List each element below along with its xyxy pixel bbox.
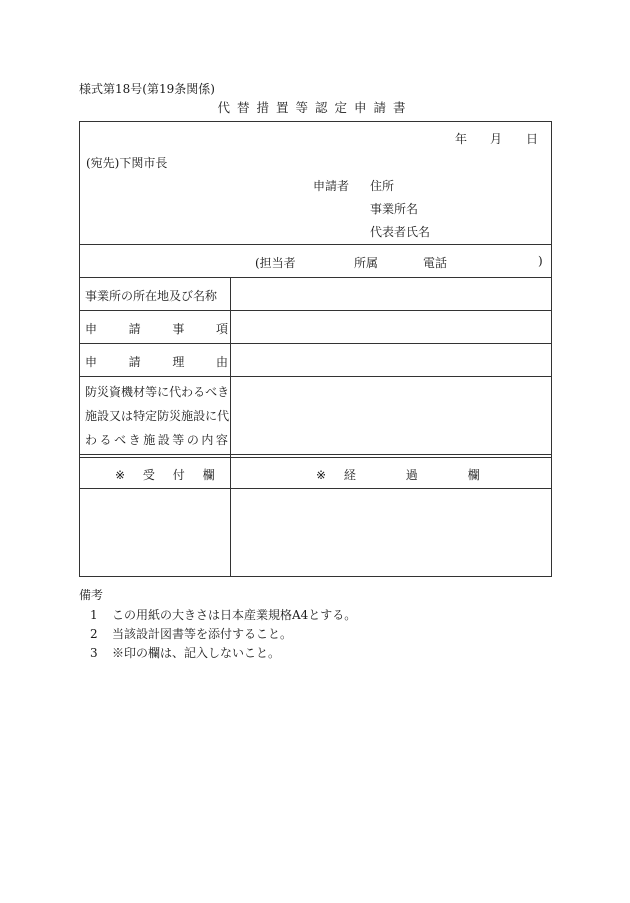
rule-after-stamp-header [80,488,551,489]
column-divider [230,277,231,577]
document-title: 代替措置等認定申請書 [217,100,413,115]
rule-double-bottom [80,457,551,458]
contact-close-paren: ) [538,254,543,268]
progress-column-header: ※ 経 過 欄 [316,468,480,482]
form-code: 様式第18号(第19条関係) [79,82,215,96]
applicant-business-name-label: 事業所名 [370,202,419,216]
application-form-table [79,121,552,577]
addressee: (宛先)下関市長 [86,156,168,170]
application-items-label: 申 請 事 項 [85,322,228,336]
note-item: 2 当該設計図書等を添付すること。 [90,627,293,641]
rule-after-contact [80,277,551,278]
application-reason-label: 申 請 理 由 [85,355,228,369]
contact-department-label: 所属 [354,256,379,270]
applicant-label: 申請者 [313,179,350,193]
notes-title: 備考 [79,588,104,602]
date-year: 年 [455,132,468,146]
date-day: 日 [526,132,539,146]
label-line-3: わ る べ き 施 設 等 の 内 容 [85,433,228,447]
alternative-facility-content-label [85,380,228,452]
note-item: 3 ※印の欄は、記入しないこと。 [90,646,281,660]
rule-after-reason [80,376,551,377]
date-month: 月 [490,132,503,146]
location-and-name-label: 事業所の所在地及び名称 [85,289,218,303]
rule-after-header [80,244,551,245]
applicant-address-label: 住所 [370,179,395,193]
label-line-2: 施 設 又 は 特 定 防 災 施 設 に 代 [85,409,230,423]
contact-person-label: (担当者 [255,256,296,270]
reception-column-header: ※ 受 付 欄 [115,468,215,482]
note-item: 1 この用紙の大きさは日本産業規格A4とする。 [90,608,357,622]
contact-phone-label: 電話 [423,256,448,270]
rule-after-items [80,343,551,344]
rule-double-top [80,454,551,455]
applicant-representative-label: 代表者氏名 [370,225,431,239]
rule-after-location [80,310,551,311]
label-line-1: 防 災 資 機 材 等 に 代 わ る べ き [85,385,230,399]
